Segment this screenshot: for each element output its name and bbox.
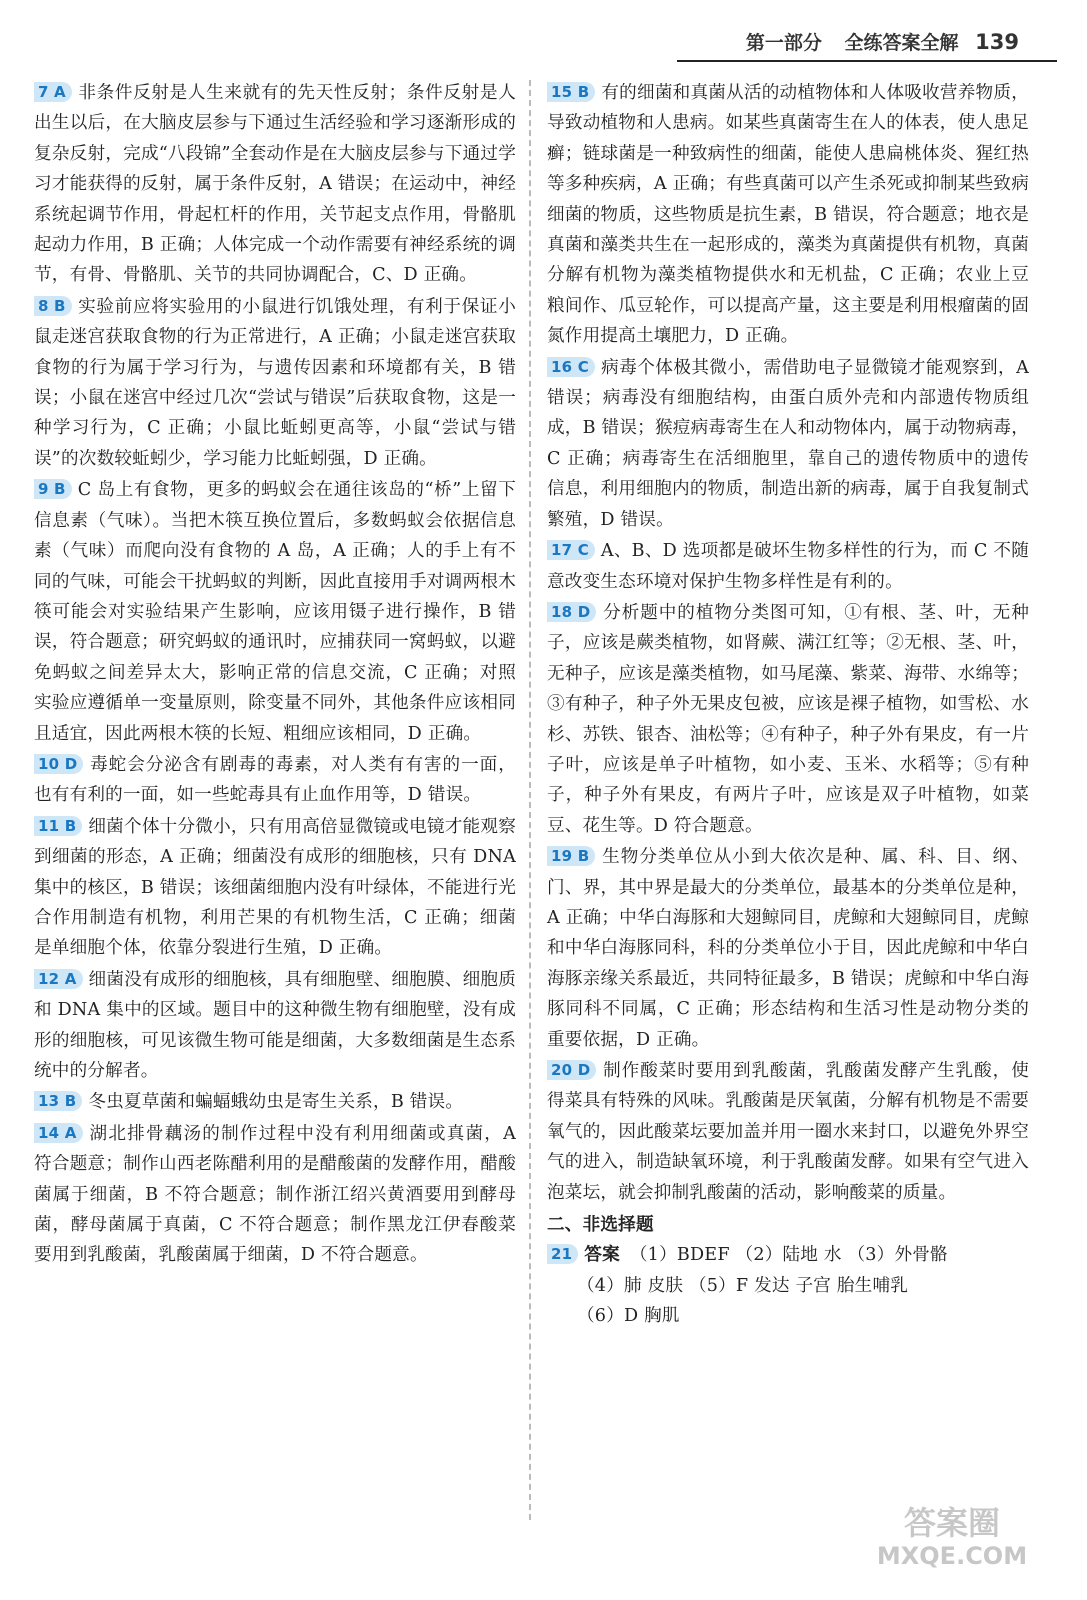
- watermark-bottom: MXQE.COM: [876, 1542, 1028, 1570]
- answer-line: （4）肺 皮肤 （5）F 发达 子宫 胎生哺乳: [577, 1275, 909, 1296]
- answer-text: 有的细菌和真菌从活的动植物体和人体吸收营养物质，导致动植物和人患病。如某些真菌寄生在人的体表，使人患足癣；链球菌是一种致病性的细菌，能使人患扁桃体炎、猩红热等多种疾病，A 正确；有些真菌可以产生杀死或抑制某些致病细菌的物质，这些物质是抗生素，B 错误，符合题意；地衣是真菌和藻类共生在一起形成的，藻类为真菌提供有机物，真菌分解有机物为藻类植物提供水和无机盐，C 正确；农业上豆粮间作、瓜豆轮作，可以提高产量，这主要是利用根瘤菌的固氮作用提高土壤肥力，D 正确。: [547, 83, 1029, 347]
- header-rule: [677, 60, 1057, 62]
- question-badge: 16 C: [547, 357, 595, 377]
- question-badge: 10 D: [34, 754, 83, 774]
- answer-item: [34, 1119, 516, 1271]
- right-column: [547, 78, 1029, 1333]
- answer-text: 细菌没有成形的细胞核，具有细胞壁、细胞膜、细胞质和 DNA 集中的区域。题目中的这种微生物有细胞壁，没有成形的细胞核，可见该微生物可能是细菌，大多数细菌是生态系统中的分解者。: [34, 969, 516, 1081]
- watermark-logo: [857, 1500, 1047, 1570]
- answer-item: [547, 353, 1029, 535]
- question-badge: 21: [547, 1244, 578, 1264]
- answer-text: 非条件反射是人生来就有的先天性反射；条件反射是人出生以后，在大脑皮层参与下通过生活经验和学习逐渐形成的复杂反射，完成“八段锦”全套动作是在大脑皮层参与下通过学习才能获得的反射，属于条件反射，A 错误；在运动中，神经系统起调节作用，骨起杠杆的作用，关节起支点作用，骨骼肌起动力作用，B 正确；人体完成一个动作需要有神经系统的调节，有骨、骨骼肌、关节的共同协调配合，C、D 正确。: [34, 83, 516, 286]
- answer-text: A、B、D 选项都是破坏生物多样性的行为，而 C 不随意改变生态环境对保护生物多样性是有利的。: [547, 541, 1029, 592]
- answer-text: 实验前应将实验用的小鼠进行饥饿处理，有利于保证小鼠走迷宫获取食物的行为正常进行，A 正确；小鼠走迷宫获取食物的行为属于学习行为，与遗传因素和环境都有关，B 错误；小鼠在迷宫中经过几次“尝试与错误”后获取食物，这是一种学习行为，C 正确；小鼠比蚯蚓更高等，小鼠“尝试与错误”的次数较蚯蚓少，学习能力比蚯蚓强，D 正确。: [34, 296, 516, 469]
- page-header: [730, 28, 1019, 55]
- question-badge: 9 B: [34, 479, 72, 499]
- question-badge: 20 D: [547, 1060, 596, 1080]
- question-badge: 7 A: [34, 82, 72, 102]
- answer-item: [547, 1056, 1029, 1208]
- answer-item: [34, 475, 516, 749]
- answer-label: 答案: [584, 1245, 620, 1266]
- answer-item-21: [547, 1240, 1029, 1331]
- answer-text: C 岛上有食物，更多的蚂蚁会在通往该岛的“桥”上留下信息素（气味）。当把木筷互换位置后，多数蚂蚁会依据信息素（气味）而爬向没有食物的 A 岛，A 正确；人的手上有不同的气味，可能会干扰蚂蚁的判断，因此直接用手对调两根木筷可能会对实验结果产生影响，应该用镊子进行操作，B 错误，符合题意；研究蚂蚁的通讯时，应捕获同一窝蚂蚁，以避免蚂蚁之间差异太大，影响正常的信息交流，C 正确；对照实验应遵循单一变量原则，除变量不同外，其他条件应该相同且适宜，因此两根木筷的长短、粗细应该相同，D 正确。: [34, 480, 516, 744]
- answer-item: [547, 536, 1029, 597]
- answer-line: （6）D 胸肌: [577, 1306, 680, 1327]
- answer-text: 冬虫夏草菌和蝙蝠蛾幼虫是寄生关系，B 错误。: [88, 1092, 464, 1113]
- book-title: 全练答案全解: [844, 32, 959, 54]
- answer-text: 细菌个体十分微小，只有用高倍显微镜或电镜才能观察到细菌的形态，A 正确；细菌没有成形的细胞核，只有 DNA 集中的核区，B 错误；该细菌细胞内没有叶绿体，不能进行光合作用制造有机物，利用芒果的有机物生活，C 正确；细菌是单细胞个体，依靠分裂进行生殖，D 正确。: [34, 816, 516, 959]
- section-title: 二、非选择题: [547, 1215, 654, 1236]
- answer-item: [34, 812, 516, 964]
- question-badge: 18 D: [547, 602, 596, 622]
- answer-item: [547, 78, 1029, 352]
- answer-text: 分析题中的植物分类图可知，①有根、茎、叶，无种子，应该是蕨类植物，如肾蕨、满江红等；②无根、茎、叶，无种子，应该是藻类植物，如马尾藻、紫菜、海带、水绵等；③有种子，种子外无果皮包被，应该是裸子植物，如雪松、水杉、苏铁、银杏、油松等；④有种子，种子外有果皮，有一片子叶，应该是单子叶植物，如小麦、玉米、水稻等；⑤有种子，种子外有果皮，有两片子叶，应该是双子叶植物，如菜豆、花生等。D 符合题意。: [547, 602, 1029, 836]
- answer-text: 毒蛇会分泌含有剧毒的毒素，对人类有有害的一面，也有有利的一面，如一些蛇毒具有止血作用等，D 错误。: [34, 754, 516, 806]
- left-column: [34, 78, 516, 1272]
- answer-item: [34, 965, 516, 1087]
- question-badge: 14 A: [34, 1123, 83, 1143]
- answer-item: [34, 1087, 516, 1117]
- answer-item: [547, 842, 1029, 1055]
- question-badge: 19 B: [547, 846, 595, 866]
- answer-line: （1）BDEF （2）陆地 水 （3）外骨骼: [629, 1245, 948, 1266]
- question-badge: 15 B: [547, 82, 595, 102]
- answer-text: 生物分类单位从小到大依次是种、属、科、目、纲、门、界，其中界是最大的分类单位，最基本的分类单位是种，A 正确；中华白海豚和大翅鲸同目，虎鲸和大翅鲸同目，虎鲸和中华白海豚同科，科的分类单位小于目，因此虎鲸和中华白海豚亲缘关系最近，共同特征最多，B 错误；虎鲸和中华白海豚同科不同属，C 正确；形态结构和生活习性是动物分类的重要依据，D 正确。: [547, 847, 1029, 1050]
- answer-text: 湖北排骨藕汤的制作过程中没有利用细菌或真菌，A 符合题意；制作山西老陈醋利用的是醋酸菌的发酵作用，醋酸菌属于细菌，B 不符合题意；制作浙江绍兴黄酒要用到酵母菌，酵母菌属于真菌，C 不符合题意；制作黑龙江伊春酸菜要用到乳酸菌，乳酸菌属于细菌，D 不符合题意。: [34, 1123, 516, 1266]
- answer-text: 制作酸菜时要用到乳酸菌，乳酸菌发酵产生乳酸，使得菜具有特殊的风味。乳酸菌是厌氧菌，分解有机物是不需要氧气的，因此酸菜坛要加盖并用一圈水来封口，以避免外界空气的进入，制造缺氧环境，利于乳酸菌发酵。如果有空气进入泡菜坛，就会抑制乳酸菌的活动，影响酸菜的质量。: [547, 1061, 1029, 1203]
- question-badge: 13 B: [34, 1091, 82, 1111]
- answer-item: [34, 750, 516, 811]
- column-divider: [529, 80, 531, 1520]
- answer-item: [34, 78, 516, 291]
- question-badge: 11 B: [34, 816, 82, 836]
- question-badge: 17 C: [547, 540, 595, 560]
- answer-item: [547, 598, 1029, 841]
- watermark-top: 答案圈: [903, 1504, 1001, 1542]
- question-badge: 8 B: [34, 296, 72, 316]
- question-badge: 12 A: [34, 969, 83, 989]
- answer-item: [34, 292, 516, 474]
- page-number: 139: [975, 30, 1019, 54]
- part-label: 第一部分: [745, 32, 822, 54]
- answer-text: 病毒个体极其微小，需借助电子显微镜才能观察到，A 错误；病毒没有细胞结构，由蛋白质外壳和内部遗传物质组成，B 错误；猴痘病毒寄生在人和动物体内，属于动物病毒，C 正确；病毒寄生在活细胞里，靠自己的遗传物质中的遗传信息，利用细胞内的物质，制造出新的病毒，属于自我复制式繁殖，D 错误。: [547, 357, 1029, 530]
